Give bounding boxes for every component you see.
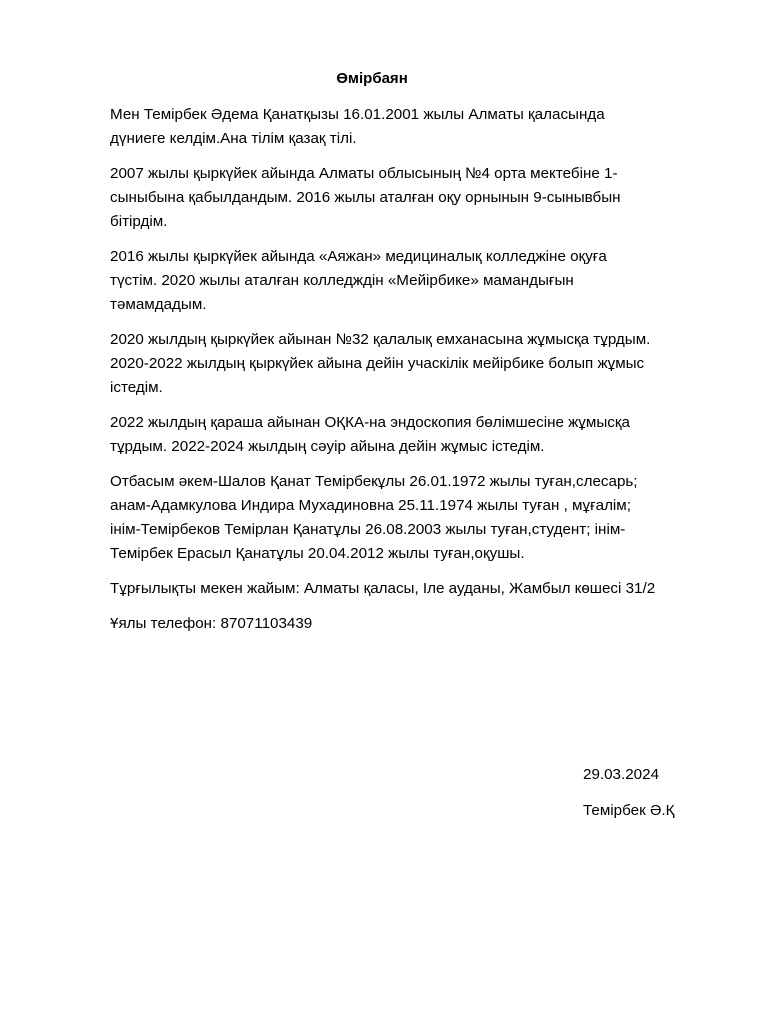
text-line: тәмамдадым. <box>110 296 207 313</box>
text-line: 2016 жылы қыркүйек айында «Аяжан» медициналық колледжіне оқуға <box>110 248 607 265</box>
text-line: сыныбына қабылдандым. 2016 жылы аталған оқу орнынын 9-сынывбын <box>110 189 621 206</box>
text-line: істедім. <box>110 379 163 396</box>
paragraph-address <box>110 577 715 601</box>
text-line: 2022 жылдың қараша айынан ОҚКА-на эндоскопия бөлімшесіне жұмысқа <box>110 414 630 431</box>
text-line: Отбасым әкем-Шалов Қанат Темірбекұлы 26.01.1972 жылы туған,слесарь; <box>110 473 638 490</box>
text-line: тұрдым. 2022-2024 жылдың сәуір айына дейін жұмыс істедім. <box>110 438 545 455</box>
paragraph-endoscopy <box>110 411 715 459</box>
text-line: Тұрғылықты мекен жайым: Алматы қаласы, Іле ауданы, Жамбыл көшесі 31/2 <box>110 580 656 597</box>
paragraph-school <box>110 162 715 234</box>
paragraph-college <box>110 245 715 317</box>
paragraph-phone <box>110 612 715 636</box>
text-line: 2020-2022 жылдың қыркүйек айына дейін учаскілік мейірбике болып жұмыс <box>110 355 645 372</box>
document-body <box>110 103 715 647</box>
paragraph-family <box>110 470 715 566</box>
text-line: 2020 жылдың қыркүйек айынан №32 қалалық емханасына жұмысқа тұрдым. <box>110 331 651 348</box>
text-line: Мен Темірбек Әдема Қанатқызы 16.01.2001 жылы Алматы қаласында <box>110 106 605 123</box>
text-line: дүниеге келдім.Ана тілім қазақ тілі. <box>110 130 357 147</box>
paragraph-clinic <box>110 328 715 400</box>
text-line: 2007 жылы қыркүйек айында Алматы облысының №4 орта мектебіне 1- <box>110 165 618 182</box>
document-date: 29.03.2024 <box>583 766 660 783</box>
text-line: інім-Темірбеков Темірлан Қанатұлы 26.08.2003 жылы туған,студент; інім- <box>110 521 626 538</box>
text-line: түстім. 2020 жылы аталған колледждін «Мейірбике» мамандығын <box>110 272 574 289</box>
text-line: Ұялы телефон: 87071103439 <box>110 615 313 632</box>
paragraph-birth <box>110 103 715 151</box>
text-line: анам-Адамкулова Индира Мухадиновна 25.11.1974 жылы туған , мұғалім; <box>110 497 631 514</box>
signature-name: Темірбек Ә.Қ <box>583 802 675 819</box>
text-line: Темірбек Ерасыл Қанатұлы 20.04.2012 жылы туған,оқушы. <box>110 545 525 562</box>
text-line: бітірдім. <box>110 213 168 230</box>
document-title: Өмірбаян <box>336 70 408 87</box>
